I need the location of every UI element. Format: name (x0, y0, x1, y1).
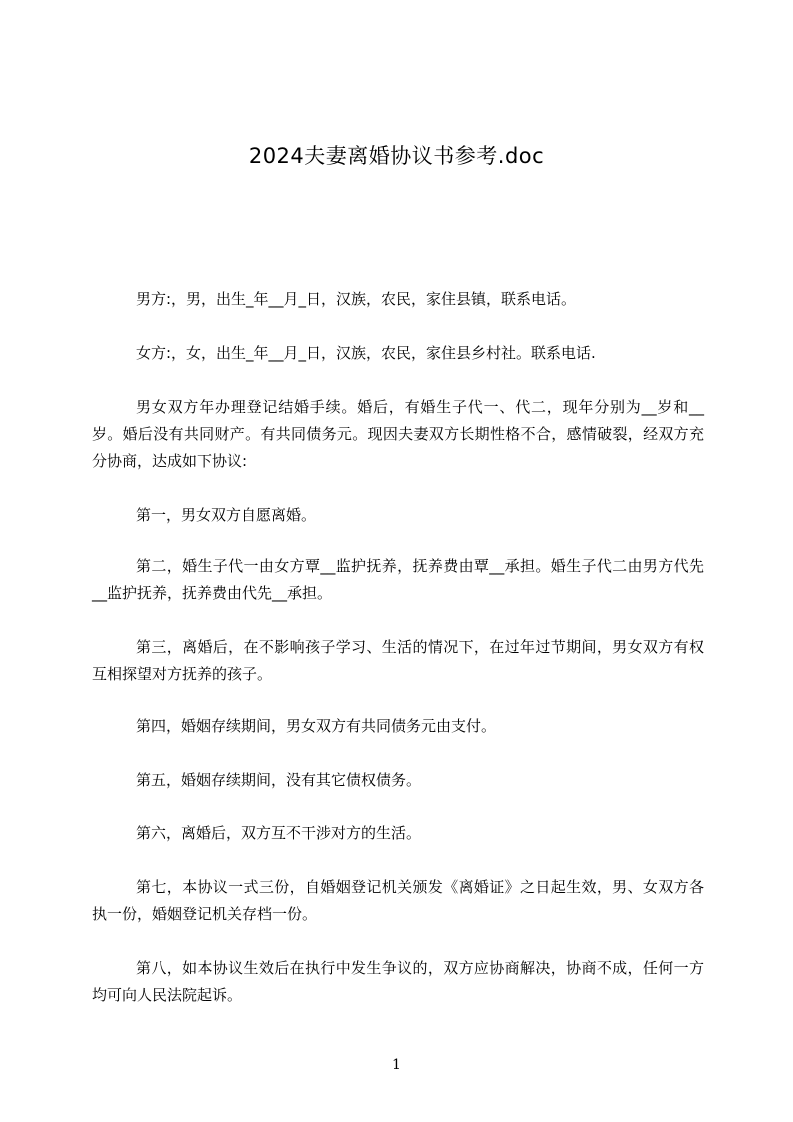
clause-5: 第五，婚姻存续期间，没有其它债权债务。 (136, 771, 422, 789)
page-number: 1 (392, 1057, 401, 1073)
clause-4: 第四，婚姻存续期间，男女双方有共同债务元由支付。 (136, 717, 497, 735)
clause-3: 第三，离婚后，在不影响孩子学习、生活的情况下，在过年过节期间，男女双方有权互相探望对方抚养的孩子。 (92, 638, 704, 683)
document-title: 2024夫妻离婚协议书参考.doc (248, 144, 545, 168)
clause-1: 第一，男女双方自愿离婚。 (136, 506, 317, 524)
clause-2: 第二，婚生子代一由女方覃__监护抚养，抚养费由覃__承担。婚生子代二由男方代先__监护抚养，抚养费由代先__承担。 (92, 557, 704, 602)
clause-7: 第七，本协议一式三份，自婚姻登记机关颁发《离婚证》之日起生效，男、女双方各执一份，婚姻登记机关存档一份。 (92, 878, 704, 923)
paragraph-female-party: 女方:，女，出生_年__月_日，汉族，农民，家住县乡村社。联系电话. (136, 344, 596, 362)
clause-8: 第八，如本协议生效后在执行中发生争议的，双方应协商解决，协商不成，任何一方均可向人民法院起诉。 (92, 959, 704, 1004)
paragraph-background: 男女双方年办理登记结婚手续。婚后，有婚生子代一、代二，现年分别为__岁和__岁。婚后没有共同财产。有共同债务元。现因夫妻双方长期性格不合，感情破裂，经双方充分协商，达成如下协议: (92, 398, 704, 470)
paragraph-male-party: 男方:，男，出生_年__月_日，汉族，农民，家住县镇，联系电话。 (136, 290, 577, 308)
clause-6: 第六，离婚后，双方互不干涉对方的生活。 (136, 824, 422, 842)
